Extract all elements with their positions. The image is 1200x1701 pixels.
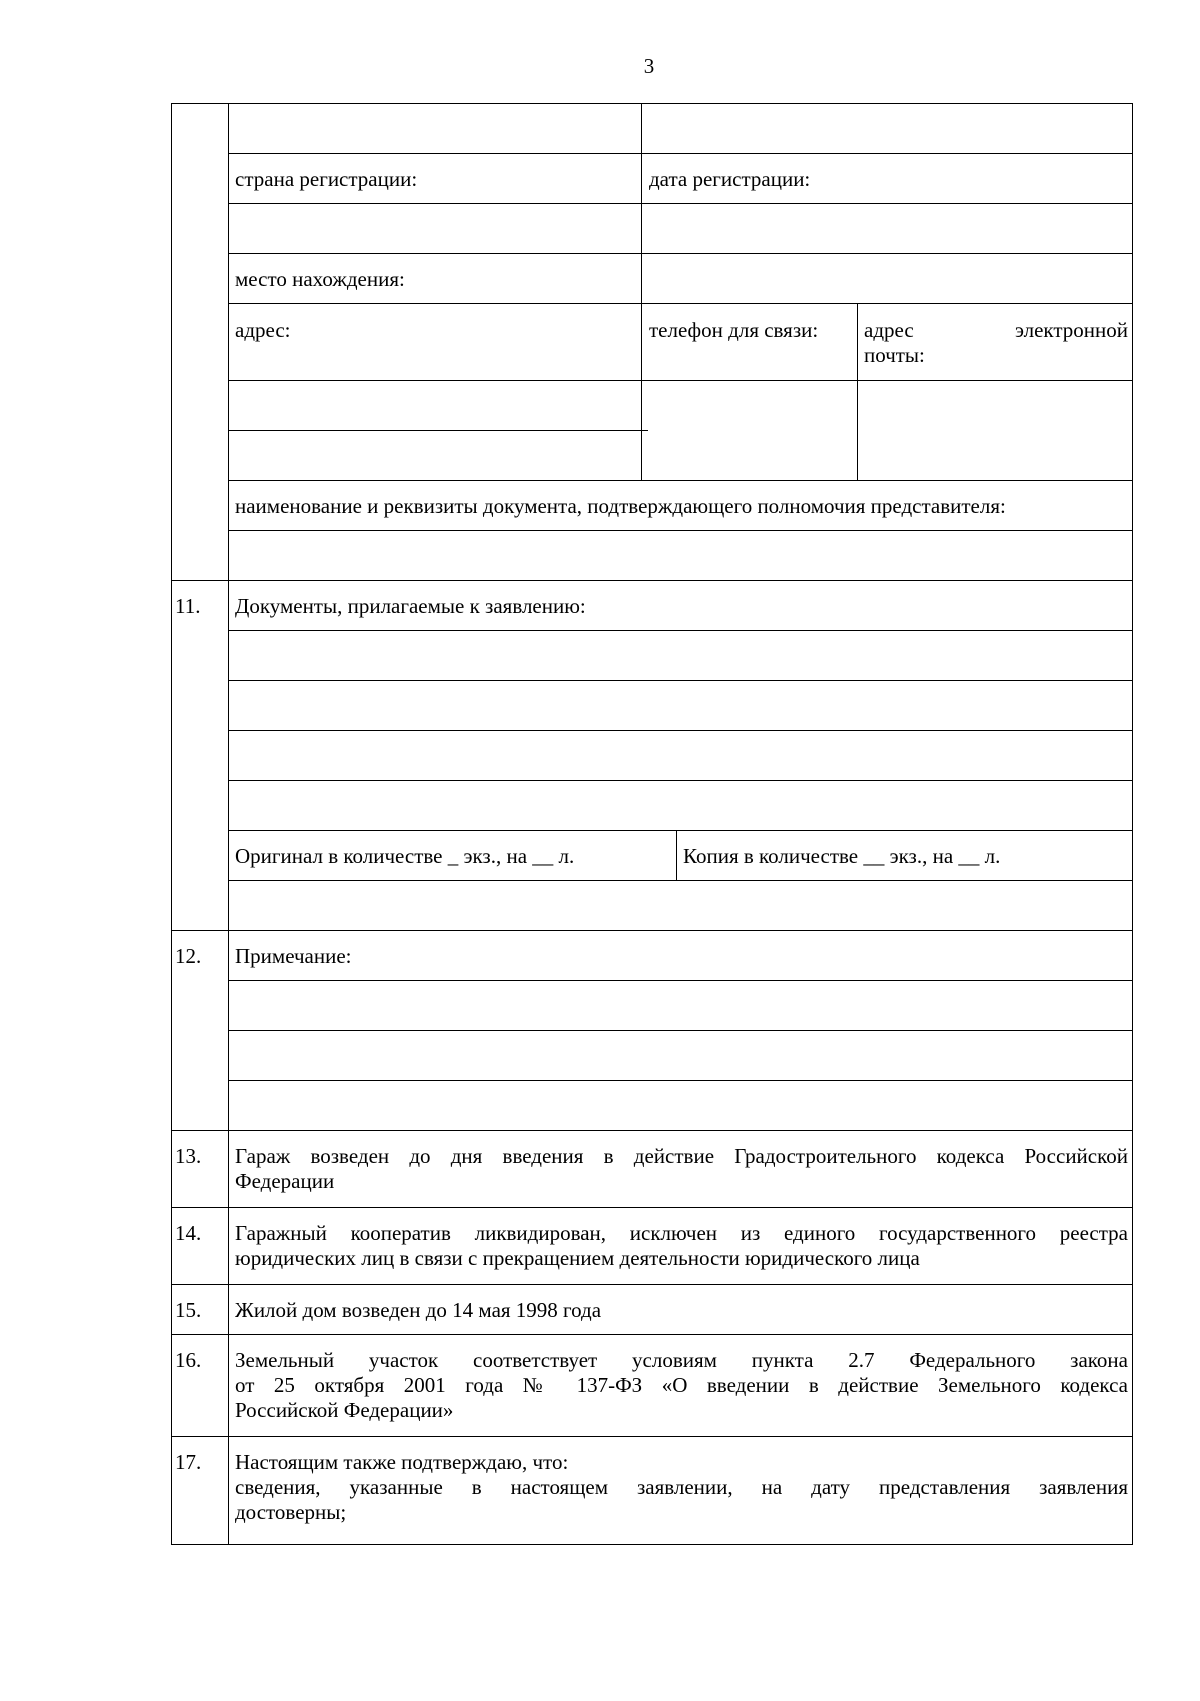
row-line (228, 530, 1133, 531)
copy-count-label: Копия в количестве __ экз., на __ л. (683, 844, 1001, 868)
section-14-number: 14. (175, 1221, 202, 1245)
row-line (228, 830, 1133, 831)
row-line (228, 730, 1133, 731)
section-16-text-line2: от 25 октября 2001 года № 137-ФЗ «О введении в действие Земельного кодекса (235, 1373, 1128, 1397)
row-line (228, 1030, 1133, 1031)
section-17-top-line (171, 1436, 1133, 1437)
table-border-top (171, 103, 1133, 104)
row-line (228, 380, 1133, 381)
section-16-number: 16. (175, 1348, 202, 1372)
address-label: адрес: (235, 318, 291, 342)
section-14-top-line (171, 1207, 1133, 1208)
section-16-text-line1: Земельный участок соответствует условиям пункта 2.7 Федерального закона (235, 1348, 1128, 1372)
row-line (228, 630, 1133, 631)
registration-country-label: страна регистрации: (235, 167, 418, 191)
row-line (228, 153, 1133, 154)
row-line (228, 203, 1133, 204)
section-15-text-line1: Жилой дом возведен до 14 мая 1998 года (235, 1298, 602, 1322)
table-border-bottom (171, 1544, 1133, 1545)
section-13-top-line (171, 1130, 1133, 1131)
section-15-top-line (171, 1284, 1133, 1285)
col-divider (641, 103, 642, 480)
row-line (228, 980, 1133, 981)
page-number: 3 (643, 54, 655, 78)
section-14-text-line2: юридических лиц в связи с прекращением деятельности юридического лица (235, 1246, 920, 1270)
section-17-text-line3: достоверны; (235, 1500, 347, 1524)
section-11-title: Документы, прилагаемые к заявлению: (235, 594, 586, 618)
col-divider (857, 303, 858, 480)
col-divider (676, 830, 677, 880)
section-11-number: 11. (175, 594, 201, 618)
row-line (228, 680, 1133, 681)
section-15-number: 15. (175, 1298, 202, 1322)
section-17-text-line1: Настоящим также подтверждаю, что: (235, 1450, 569, 1474)
email-label (864, 318, 1128, 343)
section-17-number: 17. (175, 1450, 202, 1474)
section-13-text-line2: Федерации (235, 1169, 335, 1193)
section-13-number: 13. (175, 1144, 202, 1168)
table-border-left (171, 103, 172, 1545)
section-12-top-line (171, 930, 1133, 931)
row-line (228, 880, 1133, 881)
row-line (228, 480, 1133, 481)
table-border-right (1132, 103, 1133, 1545)
email-label-line2: почты: (864, 343, 925, 367)
section-11-top-line (171, 580, 1133, 581)
section-13-text-line1: Гараж возведен до дня введения в действие Градостроительного кодекса Российской (235, 1144, 1128, 1168)
phone-label: телефон для связи: (649, 318, 819, 342)
registration-date-label: дата регистрации: (649, 167, 811, 191)
section-16-text-line3: Российской Федерации» (235, 1398, 454, 1422)
section-14-text-line1: Гаражный кооператив ликвидирован, исключен из единого государственного реестра (235, 1221, 1128, 1245)
email-label-word1: адрес (864, 318, 914, 342)
original-count-label: Оригинал в количестве _ экз., на __ л. (235, 844, 575, 868)
authority-document-label: наименование и реквизиты документа, подтверждающего полномочия представителя: (235, 494, 1006, 518)
row-line (228, 303, 1133, 304)
number-column-divider (228, 103, 229, 1545)
section-16-top-line (171, 1334, 1133, 1335)
section-12-title: Примечание: (235, 944, 352, 968)
row-line (228, 1080, 1133, 1081)
application-form-table (171, 103, 1133, 1545)
section-12-number: 12. (175, 944, 202, 968)
row-line (228, 780, 1133, 781)
location-label: место нахождения: (235, 267, 405, 291)
email-label-word2: электронной (1014, 318, 1128, 342)
row-line (228, 253, 1133, 254)
section-17-text-line2: сведения, указанные в настоящем заявлении, на дату представления заявления (235, 1475, 1128, 1499)
row-line (228, 430, 648, 431)
